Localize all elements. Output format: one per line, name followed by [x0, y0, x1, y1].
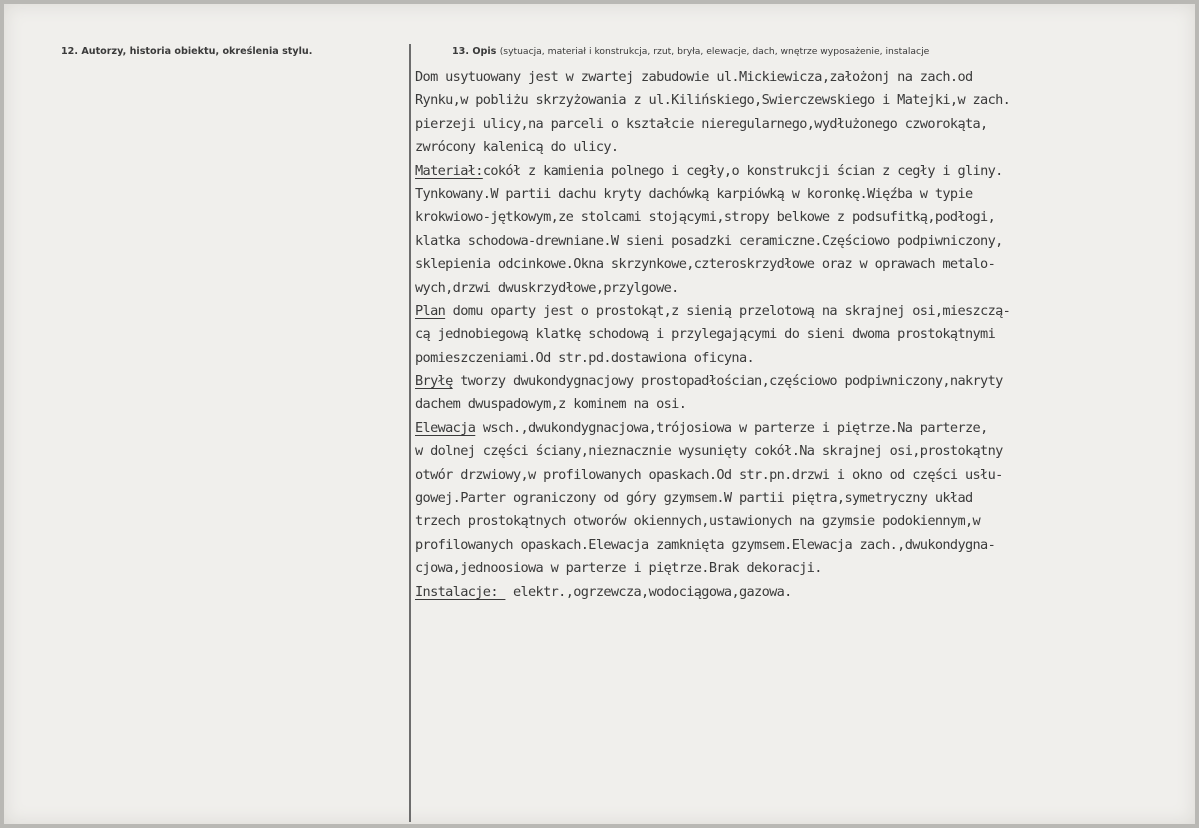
- field-13-header-detail: (sytuacja, materiał i konstrukcja, rzut, bryła, elewacje, dach, wnętrze wyposażenie, instalacje: [499, 46, 930, 57]
- line-text: wsch.,dwukondygnacjowa,trójosiowa w parterze i piętrze.Na parterze,: [475, 419, 988, 436]
- text-line: [415, 277, 1195, 300]
- line-text: pomieszczeniami.Od str.pd.dostawiona oficyna.: [415, 349, 755, 366]
- line-text: sklepienia odcinkowe.Okna skrzynkowe,czteroskrzydłowe oraz w oprawach metalo-: [415, 256, 996, 273]
- line-text: Dom usytuowany jest w zwartej zabudowie ul.Mickiewicza,założonj na zach.od: [415, 69, 973, 85]
- section-label: Bryłę: [415, 373, 453, 390]
- line-text: cokół z kamienia polnego i cegły,o konstrukcji ścian z cegły i gliny.: [482, 162, 1003, 179]
- text-line: [415, 300, 1195, 323]
- text-line: [415, 89, 1195, 112]
- line-text: profilowanych opaskach.Elewacja zamknięta gzymsem.Elewacja zach.,dwukondygna-: [415, 536, 996, 553]
- line-text: elektr.,ogrzewcza,wodociągowa,gazowa.: [505, 583, 792, 600]
- line-text: dachem dwuspadowym,z kominem na osi.: [415, 396, 687, 413]
- line-text: Rynku,w pobliżu skrzyżowania z ul.Kilińskiego,Swierczewskiego i Matejki,w zach.: [415, 92, 1011, 109]
- section-label: Instalacje:: [415, 583, 506, 600]
- text-line: [415, 206, 1195, 229]
- form-sheet: [4, 4, 1195, 824]
- line-text: trzech prostokątnych otworów okiennych,ustawionych na gzymsie podokiennym,w: [415, 513, 981, 530]
- text-line: [415, 160, 1195, 183]
- section-label: Elewacja: [415, 419, 476, 436]
- line-text: klatka schodowa-drewniane.W sieni posadzki ceramiczne.Częściowo podpiwniczony,: [415, 232, 1003, 249]
- text-line: [415, 230, 1195, 253]
- line-text: pierzeji ulicy,na parceli o kształcie nieregularnego,wydłużonego czworokąta,: [415, 115, 988, 132]
- line-text: gowej.Parter ograniczony od góry gzymsem.W partii piętra,symetryczny układ: [415, 490, 973, 507]
- text-line: [415, 581, 1195, 604]
- line-text: krokwiowo-jętkowym,ze stolcami stojącymi,stropy belkowe z podsufitką,podłogi,: [415, 209, 996, 226]
- text-line: [415, 510, 1195, 533]
- field-13-header: [452, 46, 929, 57]
- text-line: [415, 66, 1195, 89]
- line-text: cjowa,jednoosiowa w parterze i piętrze.Brak dekoracji.: [415, 560, 822, 577]
- line-text: otwór drzwiowy,w profilowanych opaskach.Od str.pn.drzwi i okno od części usłu-: [415, 466, 1003, 483]
- field-12-header: 12. Autorzy, historia obiektu, określenia stylu.: [61, 46, 313, 57]
- text-line: [415, 557, 1195, 580]
- text-line: [415, 253, 1195, 276]
- column-divider: [409, 44, 411, 822]
- description-text: [415, 66, 1195, 604]
- text-line: [415, 487, 1195, 510]
- field-13-header-prefix: 13. Opis: [452, 46, 497, 57]
- text-line: [415, 464, 1195, 487]
- line-text: cą jednobiegową klatkę schodową i przylegającymi do sieni dwoma prostokątnymi: [415, 326, 996, 343]
- line-text: w dolnej części ściany,nieznacznie wysunięty cokół.Na skrajnej osi,prostokątny: [415, 443, 1003, 460]
- line-text: tworzy dwukondygnacjowy prostopadłościan,częściowo podpiwniczony,nakryty: [452, 373, 1003, 390]
- section-label: Plan: [415, 302, 446, 319]
- text-line: [415, 417, 1195, 440]
- text-line: [415, 534, 1195, 557]
- text-line: [415, 393, 1195, 416]
- section-label: Materiał:: [415, 162, 483, 179]
- line-text: zwrócony kalenicą do ulicy.: [415, 139, 619, 156]
- text-line: [415, 323, 1195, 346]
- text-line: [415, 183, 1195, 206]
- text-line: [415, 440, 1195, 463]
- text-line: [415, 347, 1195, 370]
- text-line: [415, 113, 1195, 136]
- line-text: wych,drzwi dwuskrzydłowe,przylgowe.: [415, 279, 679, 296]
- text-line: [415, 136, 1195, 159]
- text-line: [415, 370, 1195, 393]
- line-text: Tynkowany.W partii dachu kryty dachówką karpiówką w koronkę.Więźba w typie: [415, 185, 973, 202]
- line-text: domu oparty jest o prostokąt,z sienią przelotową na skrajnej osi,mieszczą-: [445, 302, 1011, 319]
